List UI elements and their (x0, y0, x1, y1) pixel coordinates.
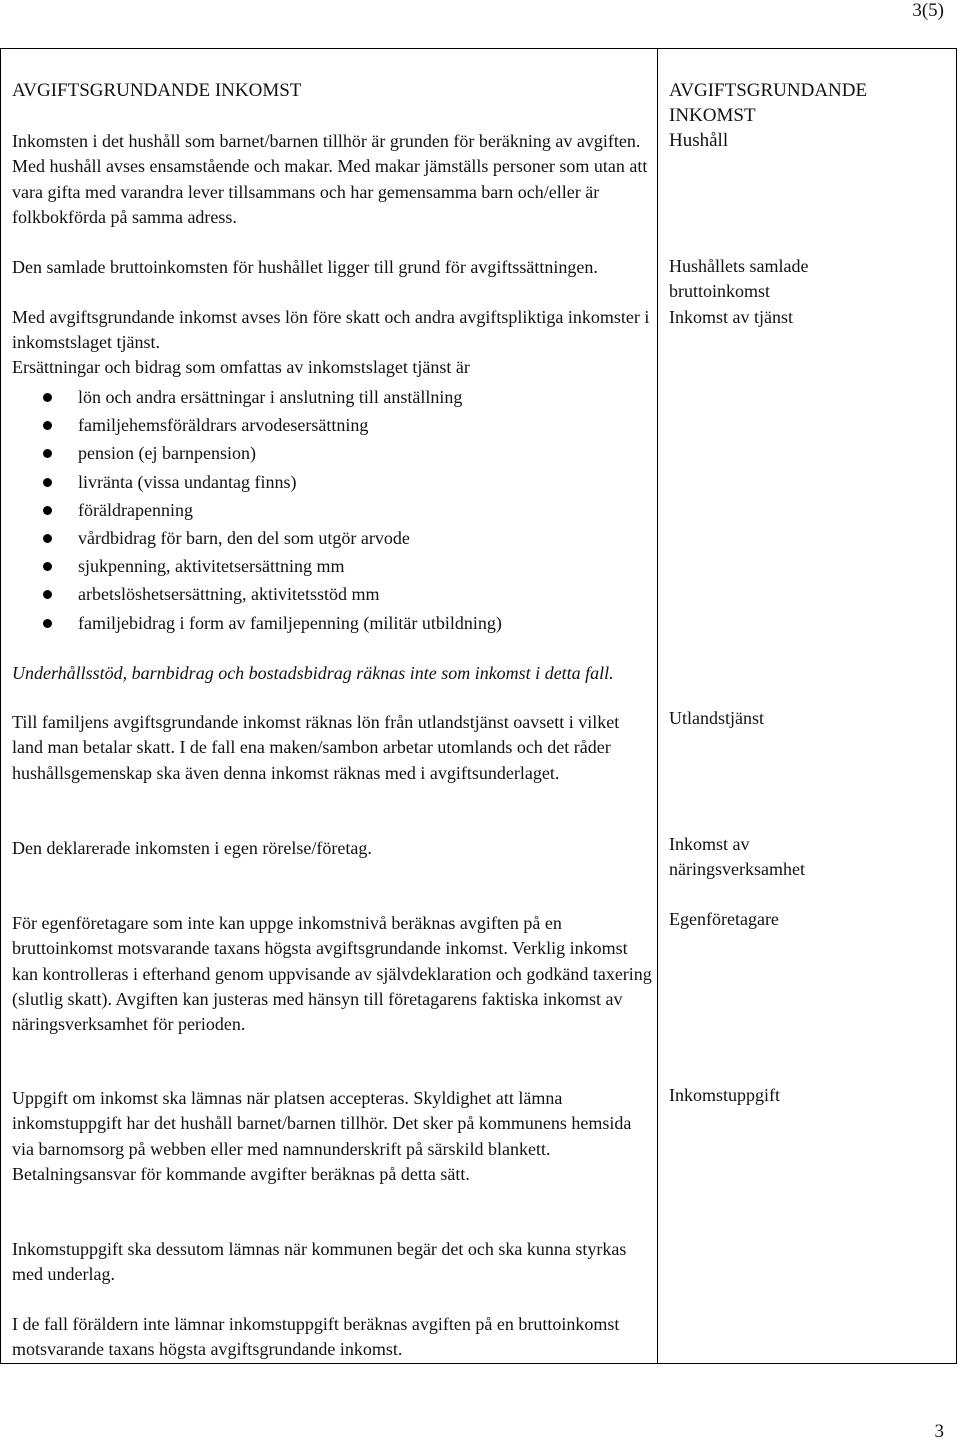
list-item-text: pension (ej barnpension) (78, 443, 256, 464)
list-item-text: familjebidrag i form av familjepenning (militär utbildning) (78, 612, 502, 633)
list-item (12, 383, 652, 411)
list-item-text: föräldrapenning (78, 499, 193, 520)
margin-heading-line: INKOMST (669, 105, 756, 126)
list-item (12, 524, 652, 552)
list-item-text: lön och andra ersättningar i anslutning till anställning (78, 387, 463, 407)
income-type-list (12, 383, 652, 637)
section-heading: AVGIFTSGRUNDANDE INKOMST (12, 80, 302, 101)
margin-label-line: näringsverksamhet (669, 859, 805, 880)
margin-label-line: Hushållets samlade (669, 256, 809, 276)
list-item (12, 439, 652, 467)
paragraph-income-report: Uppgift om inkomst ska lämnas när platsen accepteras. Skyldighet att lämna inkomstuppgift har det hushåll barnet/barnen tillhör. Det sker på kommunens hemsida via barnomsorg på webben eller med namnunderskrift på särskild blankett. Betalningsansvar för kommande avgifter beräknas på detta sätt. (12, 1088, 632, 1184)
margin-label-line: Inkomst av (669, 834, 750, 854)
note-excluded-income: Underhållsstöd, barnbidrag och bostadsbidrag räknas inte som inkomst i detta fall. (12, 663, 614, 683)
column-divider (657, 48, 658, 1364)
list-item-text: vårdbidrag för barn, den del som utgör arvode (78, 527, 410, 548)
bullet-icon (43, 506, 52, 515)
margin-label-self-employed: Egenföretagare (669, 909, 779, 929)
list-item-text: sjukpenning, aktivitetsersättning mm (78, 556, 345, 577)
list-item (12, 496, 652, 524)
bullet-icon (43, 534, 52, 543)
margin-heading-line: AVGIFTSGRUNDANDE (669, 80, 868, 101)
list-item (12, 609, 652, 637)
paragraph-abroad: Till familjens avgiftsgrundande inkomst räknas lön från utlandstjänst oavsett i vilket land man betalar skatt. I de fall ena maken/sambon arbetar utomlands och det råder hushållsgemenskap ska även denna inkomst räknas med i avgiftsunderlaget. (12, 712, 620, 783)
list-item-text: arbetslöshetsersättning, aktivitetsstöd mm (78, 584, 380, 605)
margin-label-service: Inkomst av tjänst (669, 306, 793, 327)
paragraph-no-report: I de fall föräldern inte lämnar inkomstuppgift beräknas avgiften på en bruttoinkomst motsvarande taxans högsta avgiftsgrundande inkomst. (12, 1314, 620, 1360)
list-item-text: familjehemsföräldrars arvodesersättning (78, 415, 369, 436)
margin-label-income-report: Inkomstuppgift (669, 1085, 780, 1105)
margin-label-gross (669, 254, 949, 330)
list-item (12, 552, 652, 580)
margin-heading (669, 78, 949, 153)
bullet-icon (43, 393, 52, 402)
margin-label-business (669, 832, 949, 883)
margin-label-line: bruttoinkomst (669, 281, 771, 302)
bullet-icon (43, 478, 52, 487)
paragraph-business: Den deklarerade inkomsten i egen rörelse/företag. (12, 838, 372, 858)
list-item-text: livränta (vissa undantag finns) (78, 471, 297, 492)
bullet-icon (43, 449, 52, 458)
list-item (12, 411, 652, 439)
paragraph-bullets-intro: Ersättningar och bidrag som omfattas av inkomstslaget tjänst är (12, 357, 470, 377)
page-number-bottom: 3 (934, 1421, 944, 1442)
list-item (12, 468, 652, 496)
paragraph-household: Inkomsten i det hushåll som barnet/barnen tillhör är grunden för beräkning av avgiften. Med hushåll avses ensamstående och makar. Med makar jämställs personer som utan att vara gifta med varandra lever tillsammans och har gemensamma barn och/eller är folkbokförda på samma adress. (12, 131, 648, 227)
margin-label-abroad: Utlandstjänst (669, 708, 764, 728)
paragraph-definition: Med avgiftsgrundande inkomst avses lön före skatt och andra avgiftspliktiga inkomster i inkomstslaget tjänst. (12, 307, 650, 353)
bullet-icon (43, 562, 52, 571)
bullet-icon (43, 590, 52, 599)
margin-label-household: Hushåll (669, 130, 729, 151)
page-number-top: 3(5) (912, 0, 944, 21)
paragraph-income-report-extra: Inkomstuppgift ska dessutom lämnas när kommunen begär det och ska kunna styrkas med underlag. (12, 1239, 627, 1285)
list-item (12, 580, 652, 608)
bullet-icon (43, 421, 52, 430)
paragraph-gross-income: Den samlade bruttoinkomsten för hushållet ligger till grund för avgiftssättningen. (12, 257, 598, 277)
bullet-icon (43, 619, 52, 628)
paragraph-self-employed: För egenföretagare som inte kan uppge inkomstnivå beräknas avgiften på en bruttoinkomst motsvarande taxans högsta avgiftsgrundande inkomst. Verklig inkomst kan kontrolleras i efterhand genom uppvisande av självdeklaration och godkänd taxering (slutlig skatt). Avgiften kan justeras med hänsyn till företagarens faktiska inkomst av näringsverksamhet för perioden. (12, 913, 652, 1035)
